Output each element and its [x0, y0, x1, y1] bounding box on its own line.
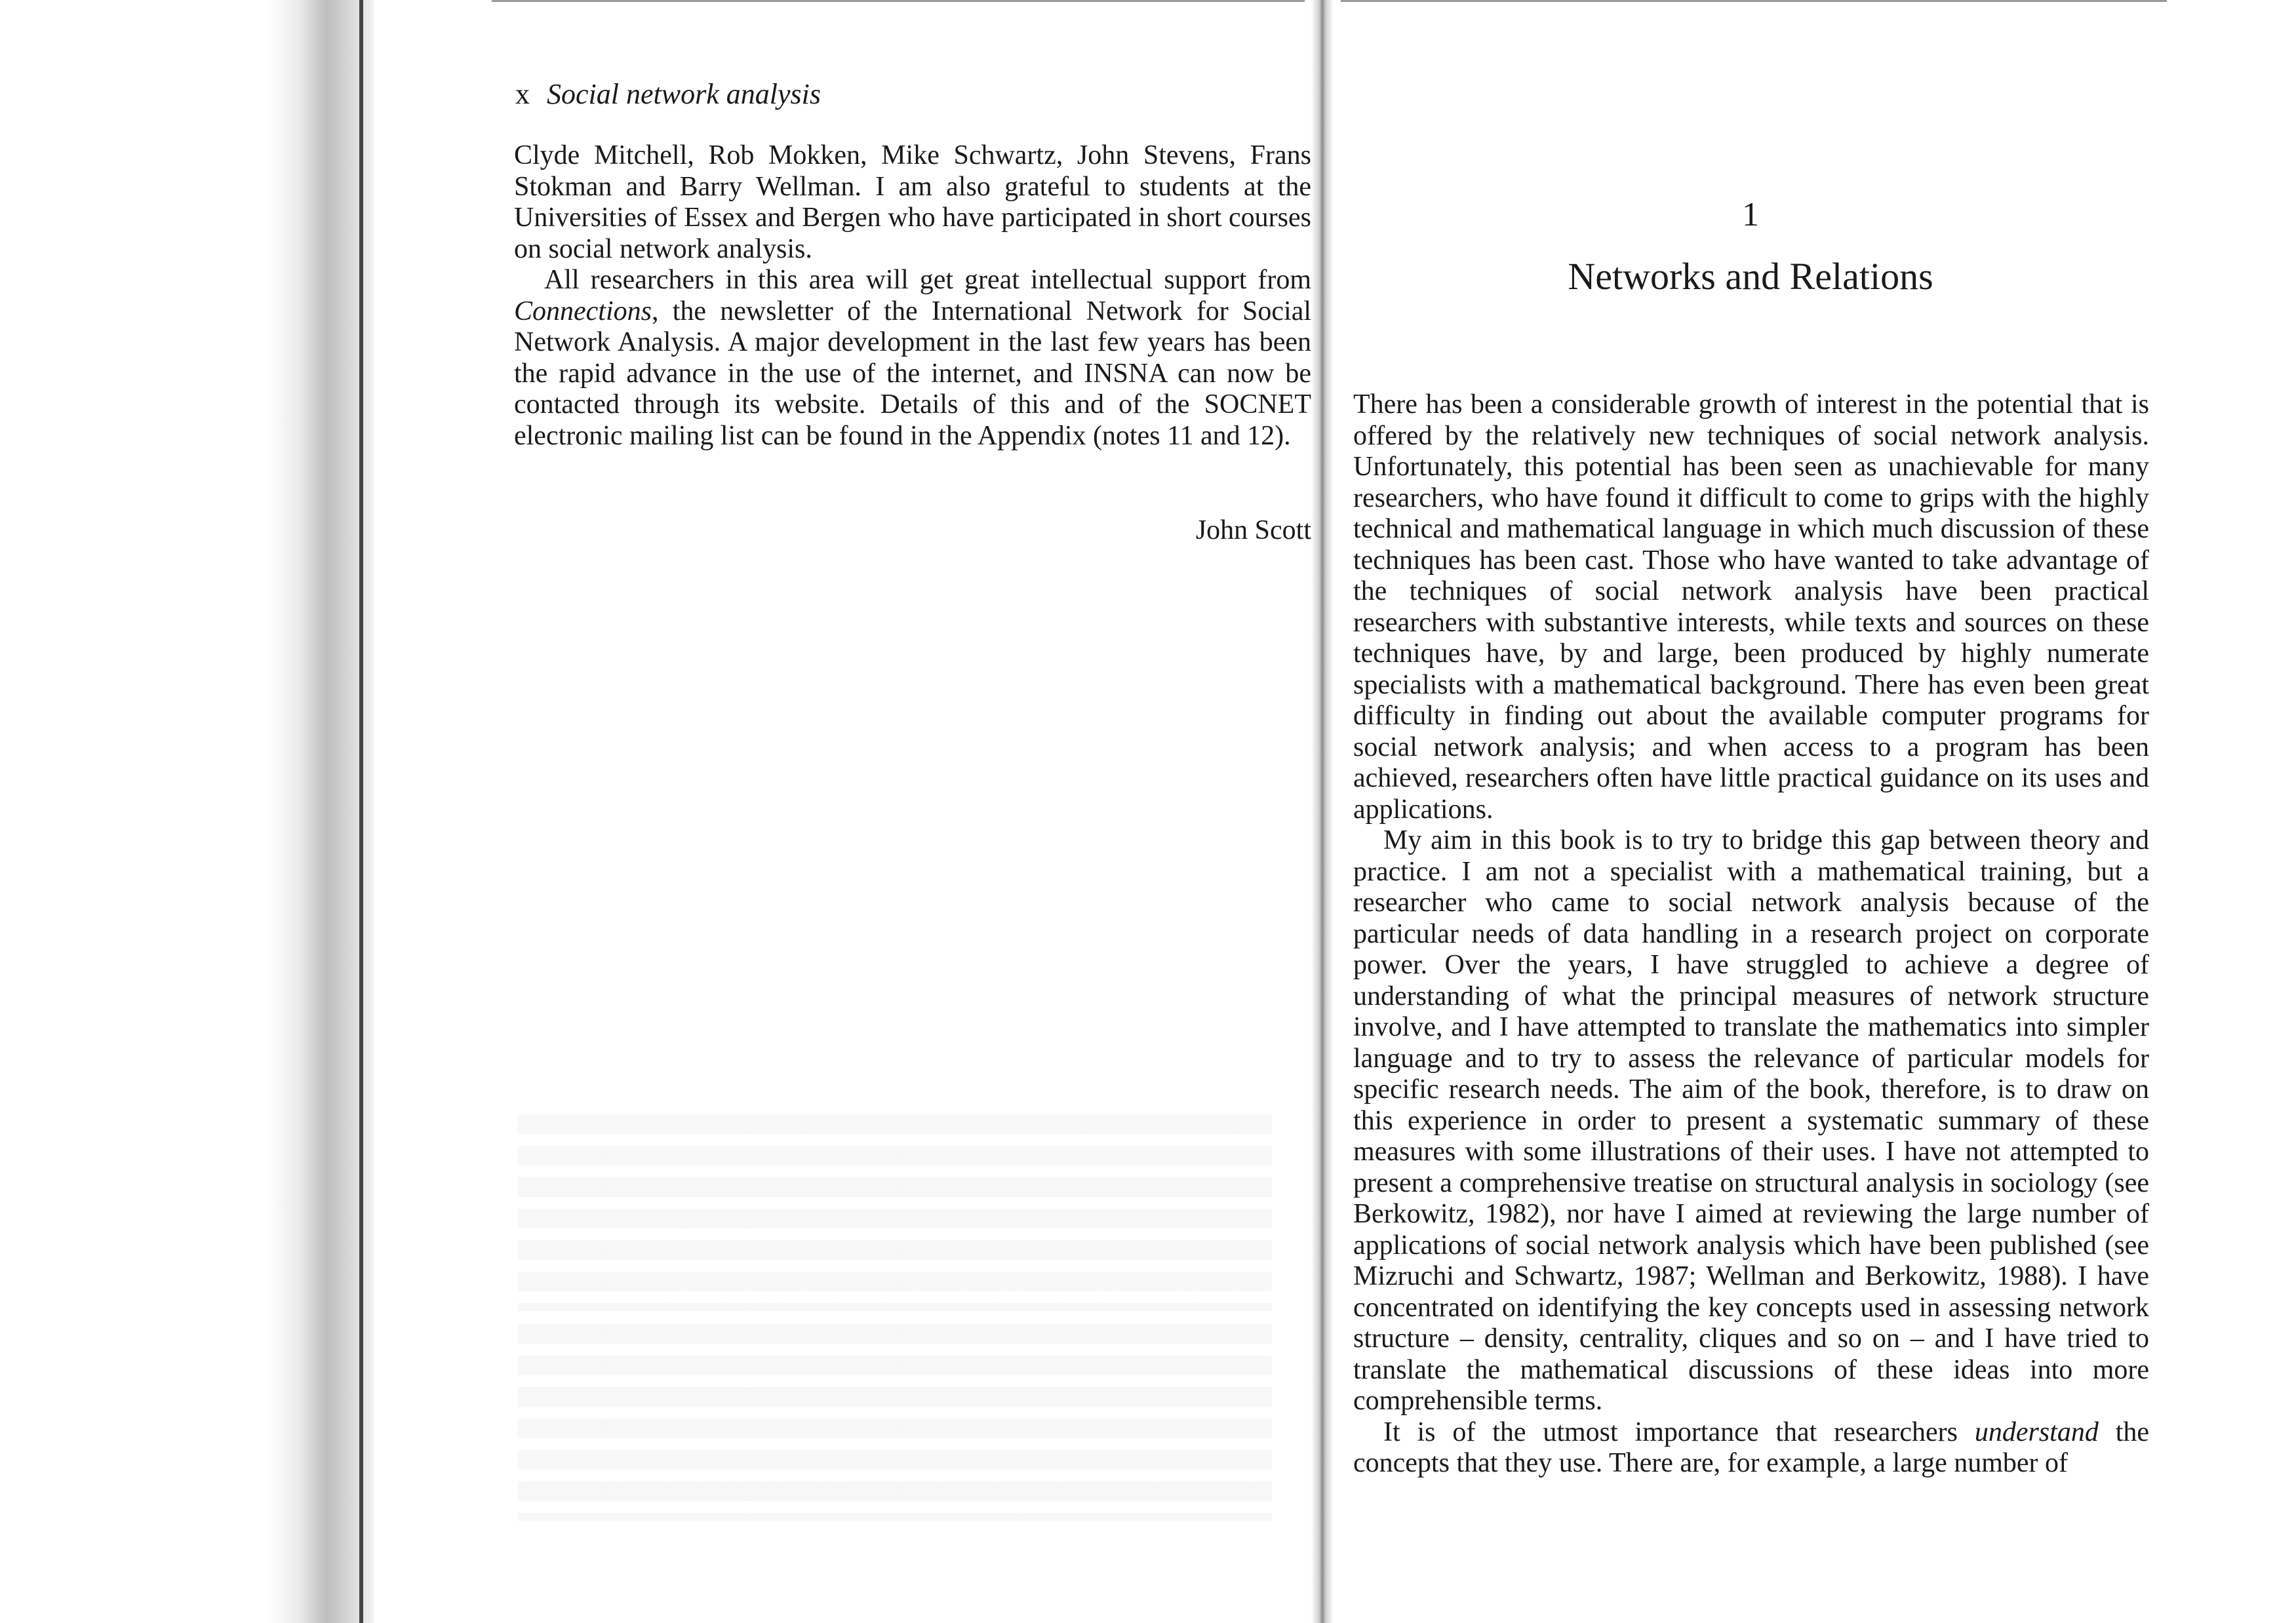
chapter-number: 1 [1742, 196, 1759, 233]
page-top-edge-right [1341, 0, 2167, 2]
show-through-text-2 [518, 1324, 1272, 1521]
emphasis-understand: understand [1974, 1417, 2099, 1447]
left-paragraph-2: All researchers in this area will get great intellectual support from Connections, the newsletter of the International Network for Social Network Analysis. A major development in the last few years has been the rapid advance in the use of the internet, and INSNA can now be contacted through its website. Details of this and of the SOCNET electronic mailing list can be found in the Appendix (notes 11 and 12). [514, 265, 1311, 451]
chapter-title: Networks and Relations [1568, 255, 1933, 298]
right-paragraph-3: It is of the utmost importance that researchers understand the concepts that they use. There are, for example, a large number of [1353, 1417, 2149, 1478]
right-paragraph-2: My aim in this book is to try to bridge this gap between theory and practice. I am not a specialist with a mathematical training, but a researcher who came to social network analysis because of the particular needs of data handling in a research project on corporate power. Over the years, I have struggled to achieve a degree of understanding of what the principal measures of network structure involve, and I have attempted to translate the mathematics into simpler language and to try to assess the relevance of particular models for specific research needs. The aim of the book, therefore, is to draw on this experience in order to present a systematic summary of these measures with some illustrations of their uses. I have not attempted to present a comprehensive treatise on structural analysis in sociology (see Berkowitz, 1982), nor have I aimed at reviewing the large number of applications of social network analysis which have been published (see Mizruchi and Schwartz, 1987; Wellman and Berkowitz, 1988). I have concentrated on identifying the key concepts used in assessing network structure – density, centrality, cliques and so on – and I have tried to translate the mathematical discussions of these ideas into more comprehensible terms. [1353, 825, 2149, 1416]
book-spine-gutter [1311, 0, 1334, 1623]
running-head [515, 76, 821, 113]
right-paragraph-1: There has been a considerable growth of interest in the potential that is offered by the relatively new techniques of social network analysis. Unfortunately, this potential has been seen as unachievable for many researchers, who have found it difficult to come to grips with the highly technical and mathematical language in which much discussion of these techniques has been cast. Those who have wanted to take advantage of the techniques of social network analysis have been practical researchers with substantive interests, while texts and sources on these techniques have, by and large, been produced by highly numerate specialists with a mathematical background. There has even been great difficulty in finding out about the available computer programs for social network analysis; and when access to a program has been achieved, researchers often have little practical guidance on its uses and applications. [1353, 389, 2149, 825]
left-page-body [514, 140, 1311, 452]
binding-edge-left [359, 0, 363, 1623]
left-paragraph-1: Clyde Mitchell, Rob Mokken, Mike Schwartz, John Stevens, Frans Stokman and Barry Wellman. I am also grateful to students at the Universities of Essex and Bergen who have participated in short courses on social network analysis. [514, 140, 1311, 264]
right-page-body [1353, 389, 2149, 1479]
page-folio: x [515, 78, 530, 110]
running-head-title: Social network analysis [547, 78, 821, 110]
page-top-edge-left [492, 0, 1305, 2]
emphasis-connections: Connections [514, 296, 652, 326]
author-signature: John Scott [1195, 515, 1311, 545]
scan-shadow-left [269, 0, 374, 1623]
show-through-text-1 [518, 1114, 1272, 1311]
